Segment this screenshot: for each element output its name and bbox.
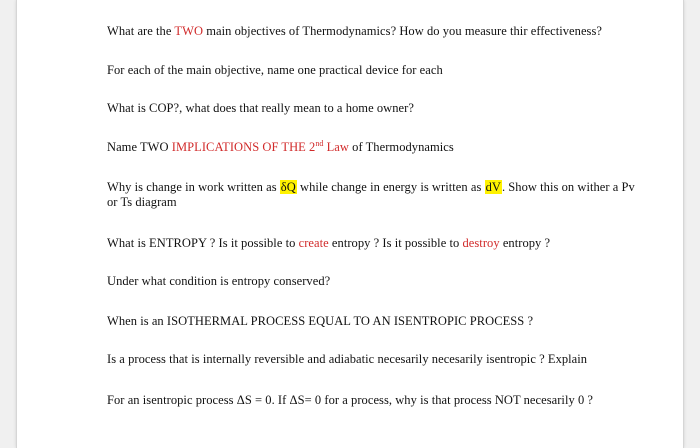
question-3: What is COP?, what does that really mean to a home owner? (107, 101, 414, 115)
question-7: Under what condition is entropy conserved? (107, 274, 331, 288)
emphasis-two: TWO (174, 24, 204, 38)
highlight-delta-q: δQ (280, 180, 296, 194)
question-2: For each of the main objective, name one practical device for each (107, 63, 443, 77)
emphasis-create: create (298, 236, 329, 250)
question-10: For an isentropic process ΔS = 0. If ΔS= 0 for a process, why is that process NOT necesarily 0 ? (107, 393, 594, 407)
question-5: Why is change in work written as δQ while change in energy is written as dV. Show this on wither a Pv or Ts diagram (107, 180, 635, 209)
question-8: When is an ISOTHERMAL PROCESS EQUAL TO AN ISENTROPIC PROCESS ? (107, 314, 534, 328)
emphasis-destroy: destroy (462, 236, 500, 250)
question-4: Name TWO IMPLICATIONS OF THE 2nd Law of Thermodynamics (107, 138, 454, 154)
ordinal-superscript: nd (315, 138, 324, 148)
question-9: Is a process that is internally reversible and adiabatic necesarily necesarily isentropic ? Explain (107, 352, 588, 366)
emphasis-implications: IMPLICATIONS OF THE 2 (171, 140, 316, 154)
question-6: What is ENTROPY ? Is it possible to create entropy ? Is it possible to destroy entropy ? (107, 236, 551, 250)
highlight-dv: dV (485, 180, 501, 194)
question-1: What are the TWO main objectives of Thermodynamics? How do you measure thir effectiveness? (107, 24, 602, 38)
document-page (16, 0, 684, 448)
